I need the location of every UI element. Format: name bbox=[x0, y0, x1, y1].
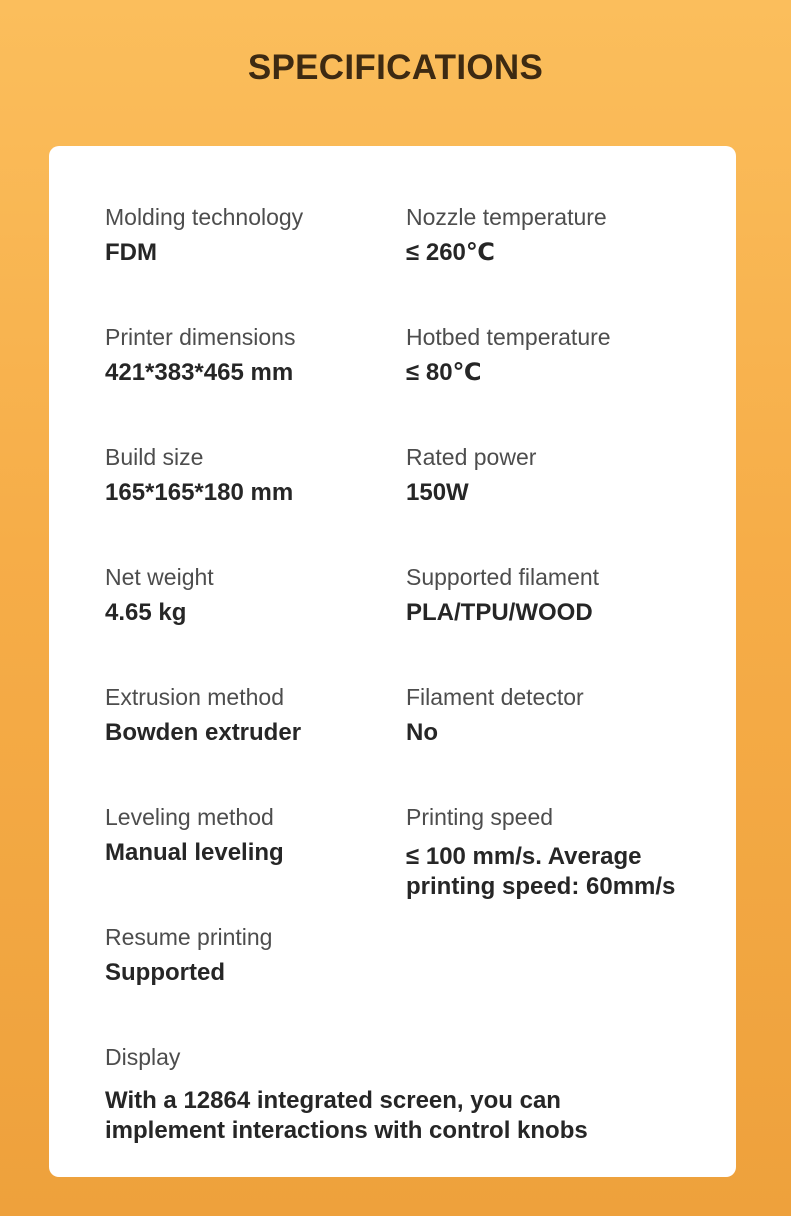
spec-filament-detector bbox=[406, 682, 726, 748]
spec-value: Supported bbox=[105, 959, 225, 986]
spec-label: Leveling method bbox=[105, 804, 274, 830]
spec-value: FDM bbox=[105, 239, 157, 266]
spec-value: 150W bbox=[406, 479, 469, 506]
specifications-card bbox=[49, 146, 736, 1177]
spec-label: Build size bbox=[105, 444, 204, 470]
spec-value bbox=[406, 842, 726, 902]
spec-value: ≤ 260℃ bbox=[406, 239, 495, 266]
spec-label: Extrusion method bbox=[105, 684, 284, 710]
spec-value bbox=[105, 1086, 705, 1146]
spec-value: ≤ 80℃ bbox=[406, 359, 482, 386]
spec-molding-technology bbox=[105, 202, 395, 268]
spec-value: Manual leveling bbox=[105, 839, 284, 866]
spec-value: No bbox=[406, 719, 438, 746]
spec-label: Printer dimensions bbox=[105, 324, 296, 350]
spec-label: Nozzle temperature bbox=[406, 204, 607, 230]
spec-resume-printing bbox=[105, 922, 395, 988]
spec-net-weight bbox=[105, 562, 395, 628]
spec-value-line: printing speed: 60mm/s bbox=[406, 873, 676, 900]
spec-build-size bbox=[105, 442, 395, 508]
spec-label: Printing speed bbox=[406, 804, 554, 830]
spec-value: 421*383*465 mm bbox=[105, 359, 294, 386]
spec-label: Filament detector bbox=[406, 684, 584, 710]
spec-label: Net weight bbox=[105, 564, 214, 590]
spec-printing-speed bbox=[406, 802, 726, 902]
spec-label: Hotbed temperature bbox=[406, 324, 611, 350]
spec-rated-power bbox=[406, 442, 726, 508]
spec-nozzle-temperature bbox=[406, 202, 726, 268]
spec-supported-filament bbox=[406, 562, 726, 628]
spec-value-line: ≤ 100 mm/s. Average bbox=[406, 843, 642, 870]
spec-value: Bowden extruder bbox=[105, 719, 302, 746]
spec-label: Supported filament bbox=[406, 564, 600, 590]
spec-leveling-method bbox=[105, 802, 395, 868]
spec-value: PLA/TPU/WOOD bbox=[406, 599, 593, 626]
spec-label: Display bbox=[105, 1044, 181, 1070]
spec-extrusion-method bbox=[105, 682, 395, 748]
spec-printer-dimensions bbox=[105, 322, 395, 388]
spec-hotbed-temperature bbox=[406, 322, 726, 388]
spec-value-line: implement interactions with control knobs bbox=[105, 1117, 588, 1144]
spec-display bbox=[105, 1042, 705, 1146]
spec-label: Molding technology bbox=[105, 204, 304, 230]
spec-label: Rated power bbox=[406, 444, 537, 470]
page-title: SPECIFICATIONS bbox=[247, 48, 544, 87]
spec-value: 165*165*180 mm bbox=[105, 479, 294, 506]
spec-value-line: With a 12864 integrated screen, you can bbox=[105, 1087, 561, 1114]
spec-label: Resume printing bbox=[105, 924, 273, 950]
spec-value: 4.65 kg bbox=[105, 599, 187, 626]
